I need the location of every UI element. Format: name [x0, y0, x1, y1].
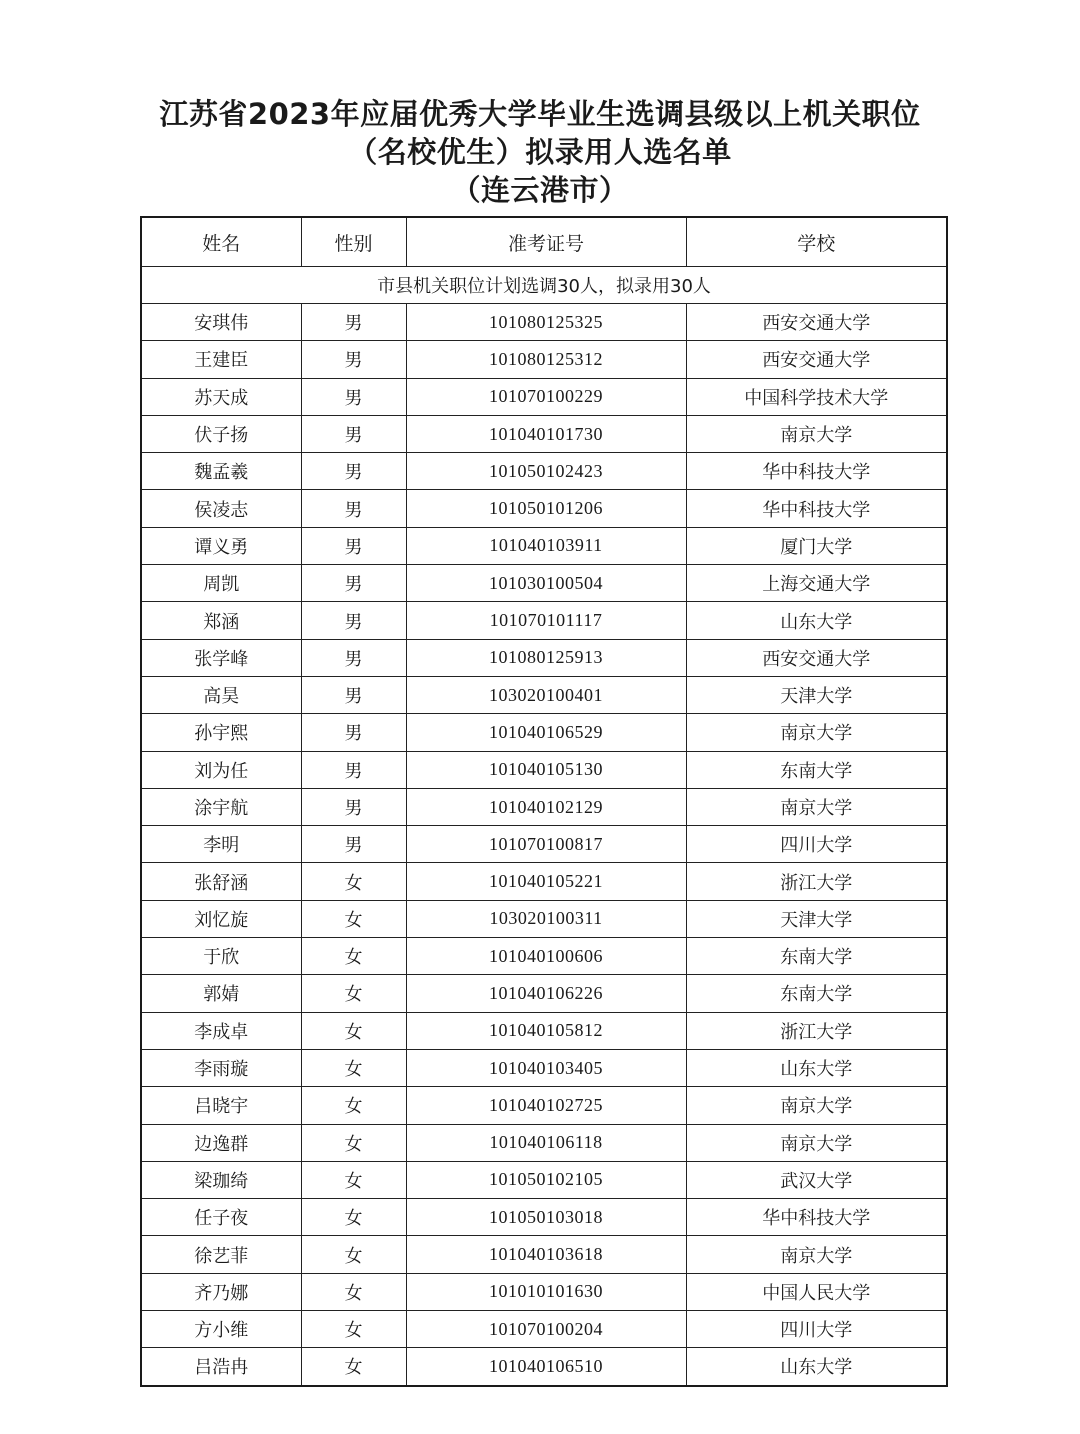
table-row — [141, 1087, 947, 1124]
table-row — [141, 1012, 947, 1049]
title-line-1: 江苏省2023年应届优秀大学毕业生选调县级以上机关职位 — [159, 97, 921, 131]
name-cell: 安琪伟 — [141, 304, 301, 341]
school-cell: 四川大学 — [686, 1311, 947, 1348]
gender-cell: 男 — [301, 527, 406, 564]
name-cell: 郭婧 — [141, 975, 301, 1012]
table-row — [141, 1161, 947, 1198]
name-cell: 周凯 — [141, 565, 301, 602]
header-name: 姓名 — [141, 217, 301, 267]
table-row — [141, 527, 947, 564]
school-cell: 浙江大学 — [686, 863, 947, 900]
school-cell: 武汉大学 — [686, 1161, 947, 1198]
exam-id-cell: 101070100229 — [406, 378, 686, 415]
header-school: 学校 — [686, 217, 947, 267]
name-cell: 吕浩冉 — [141, 1348, 301, 1386]
table-row — [141, 1236, 947, 1273]
gender-cell: 女 — [301, 1049, 406, 1086]
school-cell: 天津大学 — [686, 900, 947, 937]
gender-cell: 女 — [301, 863, 406, 900]
gender-cell: 男 — [301, 714, 406, 751]
name-cell: 张学峰 — [141, 639, 301, 676]
exam-id-cell: 101040106226 — [406, 975, 686, 1012]
gender-cell: 男 — [301, 490, 406, 527]
gender-cell: 女 — [301, 1273, 406, 1310]
gender-cell: 女 — [301, 1012, 406, 1049]
exam-id-cell: 101050102105 — [406, 1161, 686, 1198]
exam-id-cell: 101040105812 — [406, 1012, 686, 1049]
school-cell: 浙江大学 — [686, 1012, 947, 1049]
table-row — [141, 639, 947, 676]
table-row — [141, 1273, 947, 1310]
exam-id-cell: 101030100504 — [406, 565, 686, 602]
gender-cell: 男 — [301, 565, 406, 602]
header-gender: 性别 — [301, 217, 406, 267]
gender-cell: 男 — [301, 751, 406, 788]
name-cell: 李成卓 — [141, 1012, 301, 1049]
title-line-2: （名校优生）拟录用人选名单 — [348, 135, 732, 169]
table-row — [141, 900, 947, 937]
table-row — [141, 788, 947, 825]
school-cell: 四川大学 — [686, 826, 947, 863]
exam-id-cell: 101040106118 — [406, 1124, 686, 1161]
gender-cell: 男 — [301, 378, 406, 415]
exam-id-cell: 101040103911 — [406, 527, 686, 564]
name-cell: 魏孟羲 — [141, 453, 301, 490]
table-row — [141, 863, 947, 900]
name-cell: 侯凌志 — [141, 490, 301, 527]
school-cell: 厦门大学 — [686, 527, 947, 564]
exam-id-cell: 101080125312 — [406, 341, 686, 378]
school-cell: 天津大学 — [686, 676, 947, 713]
name-cell: 李雨璇 — [141, 1049, 301, 1086]
gender-cell: 女 — [301, 1311, 406, 1348]
school-cell: 南京大学 — [686, 714, 947, 751]
table-row — [141, 1199, 947, 1236]
table-row — [141, 304, 947, 341]
table-row — [141, 1124, 947, 1161]
candidate-table-container — [140, 216, 946, 1387]
gender-cell: 男 — [301, 304, 406, 341]
name-cell: 于欣 — [141, 938, 301, 975]
table-row — [141, 938, 947, 975]
exam-id-cell: 101040102129 — [406, 788, 686, 825]
candidate-table — [140, 216, 948, 1387]
exam-id-cell: 101070100817 — [406, 826, 686, 863]
school-cell: 中国科学技术大学 — [686, 378, 947, 415]
name-cell: 苏天成 — [141, 378, 301, 415]
name-cell: 任子夜 — [141, 1199, 301, 1236]
table-row — [141, 341, 947, 378]
school-cell: 南京大学 — [686, 1124, 947, 1161]
exam-id-cell: 101050102423 — [406, 453, 686, 490]
name-cell: 王建臣 — [141, 341, 301, 378]
name-cell: 吕晓宇 — [141, 1087, 301, 1124]
gender-cell: 女 — [301, 1236, 406, 1273]
school-cell: 华中科技大学 — [686, 1199, 947, 1236]
exam-id-cell: 101040102725 — [406, 1087, 686, 1124]
exam-id-cell: 101070101117 — [406, 602, 686, 639]
name-cell: 谭义勇 — [141, 527, 301, 564]
name-cell: 张舒涵 — [141, 863, 301, 900]
gender-cell: 女 — [301, 1087, 406, 1124]
name-cell: 方小维 — [141, 1311, 301, 1348]
section-note: 市县机关职位计划选调30人，拟录用30人 — [141, 267, 947, 304]
section-note-row — [141, 267, 947, 304]
table-row — [141, 714, 947, 751]
gender-cell: 男 — [301, 602, 406, 639]
table-row — [141, 602, 947, 639]
name-cell: 刘为任 — [141, 751, 301, 788]
table-header-row — [141, 217, 947, 267]
name-cell: 涂宇航 — [141, 788, 301, 825]
exam-id-cell: 101040106529 — [406, 714, 686, 751]
gender-cell: 女 — [301, 975, 406, 1012]
name-cell: 李明 — [141, 826, 301, 863]
table-row — [141, 975, 947, 1012]
gender-cell: 男 — [301, 826, 406, 863]
table-row — [141, 490, 947, 527]
gender-cell: 女 — [301, 1124, 406, 1161]
table-row — [141, 565, 947, 602]
school-cell: 南京大学 — [686, 788, 947, 825]
exam-id-cell: 101040105130 — [406, 751, 686, 788]
gender-cell: 女 — [301, 1199, 406, 1236]
exam-id-cell: 101050101206 — [406, 490, 686, 527]
school-cell: 山东大学 — [686, 1049, 947, 1086]
name-cell: 齐乃娜 — [141, 1273, 301, 1310]
exam-id-cell: 101010101630 — [406, 1273, 686, 1310]
table-row — [141, 415, 947, 452]
gender-cell: 男 — [301, 676, 406, 713]
exam-id-cell: 101040103405 — [406, 1049, 686, 1086]
school-cell: 山东大学 — [686, 1348, 947, 1386]
table-row — [141, 676, 947, 713]
school-cell: 东南大学 — [686, 975, 947, 1012]
school-cell: 华中科技大学 — [686, 453, 947, 490]
exam-id-cell: 101040100606 — [406, 938, 686, 975]
exam-id-cell: 101070100204 — [406, 1311, 686, 1348]
exam-id-cell: 101040101730 — [406, 415, 686, 452]
school-cell: 中国人民大学 — [686, 1273, 947, 1310]
table-row — [141, 751, 947, 788]
table-row — [141, 1311, 947, 1348]
school-cell: 南京大学 — [686, 1087, 947, 1124]
gender-cell: 女 — [301, 1348, 406, 1386]
gender-cell: 女 — [301, 938, 406, 975]
table-row — [141, 1348, 947, 1386]
gender-cell: 男 — [301, 788, 406, 825]
gender-cell: 男 — [301, 341, 406, 378]
name-cell: 高昊 — [141, 676, 301, 713]
table-row — [141, 453, 947, 490]
school-cell: 西安交通大学 — [686, 341, 947, 378]
name-cell: 梁珈绮 — [141, 1161, 301, 1198]
school-cell: 南京大学 — [686, 415, 947, 452]
school-cell: 东南大学 — [686, 938, 947, 975]
name-cell: 伏子扬 — [141, 415, 301, 452]
header-exam-id: 准考证号 — [406, 217, 686, 267]
school-cell: 西安交通大学 — [686, 639, 947, 676]
document-title — [0, 95, 1080, 209]
name-cell: 孙宇熙 — [141, 714, 301, 751]
exam-id-cell: 103020100311 — [406, 900, 686, 937]
exam-id-cell: 101040106510 — [406, 1348, 686, 1386]
school-cell: 华中科技大学 — [686, 490, 947, 527]
gender-cell: 男 — [301, 415, 406, 452]
exam-id-cell: 101080125325 — [406, 304, 686, 341]
gender-cell: 男 — [301, 453, 406, 490]
name-cell: 刘忆旋 — [141, 900, 301, 937]
gender-cell: 男 — [301, 639, 406, 676]
name-cell: 徐艺菲 — [141, 1236, 301, 1273]
name-cell: 郑涵 — [141, 602, 301, 639]
gender-cell: 女 — [301, 1161, 406, 1198]
table-row — [141, 378, 947, 415]
school-cell: 南京大学 — [686, 1236, 947, 1273]
name-cell: 边逸群 — [141, 1124, 301, 1161]
school-cell: 山东大学 — [686, 602, 947, 639]
gender-cell: 女 — [301, 900, 406, 937]
exam-id-cell: 101050103018 — [406, 1199, 686, 1236]
school-cell: 西安交通大学 — [686, 304, 947, 341]
exam-id-cell: 101080125913 — [406, 639, 686, 676]
exam-id-cell: 101040103618 — [406, 1236, 686, 1273]
title-line-3: （连云港市） — [451, 173, 629, 207]
school-cell: 上海交通大学 — [686, 565, 947, 602]
table-row — [141, 1049, 947, 1086]
exam-id-cell: 101040105221 — [406, 863, 686, 900]
table-row — [141, 826, 947, 863]
exam-id-cell: 103020100401 — [406, 676, 686, 713]
school-cell: 东南大学 — [686, 751, 947, 788]
